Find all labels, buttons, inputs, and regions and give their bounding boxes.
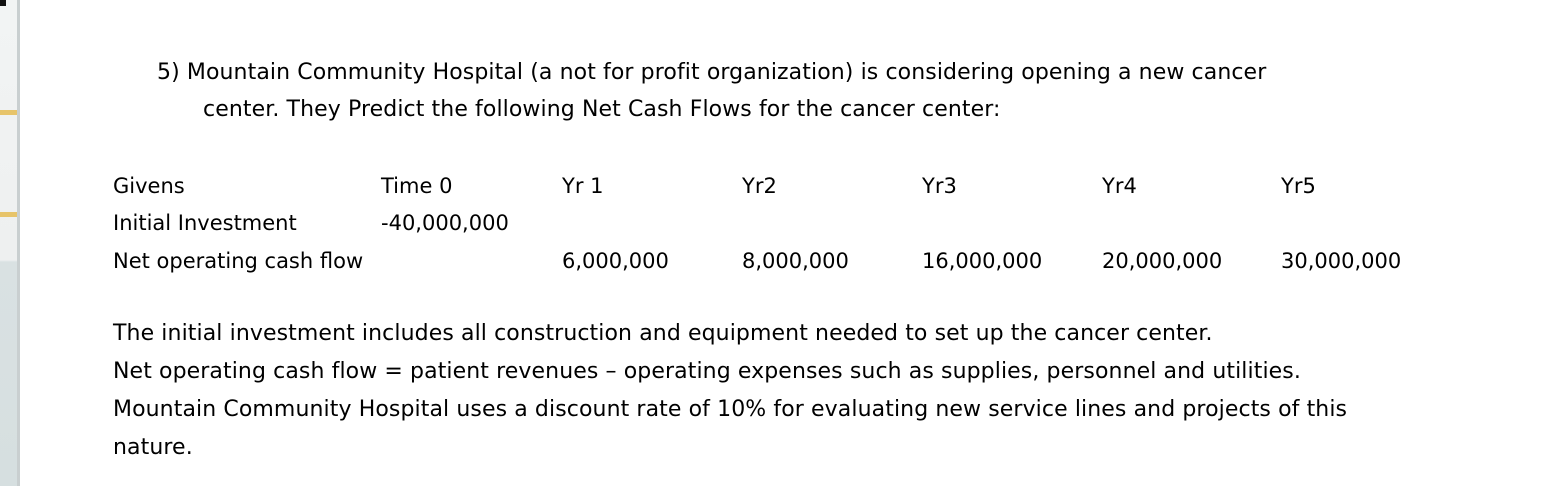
header-yr5: Yr5 [1281,174,1316,198]
corner-marker [0,0,6,6]
cash-flow-yr5: 30,000,000 [1281,249,1402,273]
question-line-2: center. They Predict the following Net Cash Flows for the cancer center: [203,97,1001,122]
notes-line-3: Mountain Community Hospital uses a discount rate of 10% for evaluating new service lines and projects of this [113,397,1348,422]
row-label-initial-investment: Initial Investment [113,211,297,235]
header-yr2: Yr2 [742,174,777,198]
header-givens: Givens [113,174,185,198]
header-yr1: Yr 1 [562,174,604,198]
cash-flow-yr1: 6,000,000 [562,249,669,273]
notes-line-4: nature. [113,435,193,460]
header-time0: Time 0 [381,174,453,198]
header-yr3: Yr3 [922,174,957,198]
notes-line-1: The initial investment includes all construction and equipment needed to set up the cancer center. [113,321,1213,346]
strip-edge [17,0,20,486]
notes-line-2: Net operating cash flow = patient revenues – operating expenses such as supplies, personnel and utilities. [113,359,1301,384]
left-margin-strip [0,0,20,486]
header-yr4: Yr4 [1102,174,1137,198]
row-label-net-operating-cash-flow: Net operating cash flow [113,249,364,273]
question-line-1: 5) Mountain Community Hospital (a not for profit organization) is considering opening a new cancer [157,60,1267,85]
cash-flow-yr4: 20,000,000 [1102,249,1223,273]
initial-investment-time0: -40,000,000 [381,211,509,235]
margin-marker [0,212,17,217]
cash-flow-yr3: 16,000,000 [922,249,1043,273]
margin-marker [0,110,17,115]
cash-flow-yr2: 8,000,000 [742,249,849,273]
